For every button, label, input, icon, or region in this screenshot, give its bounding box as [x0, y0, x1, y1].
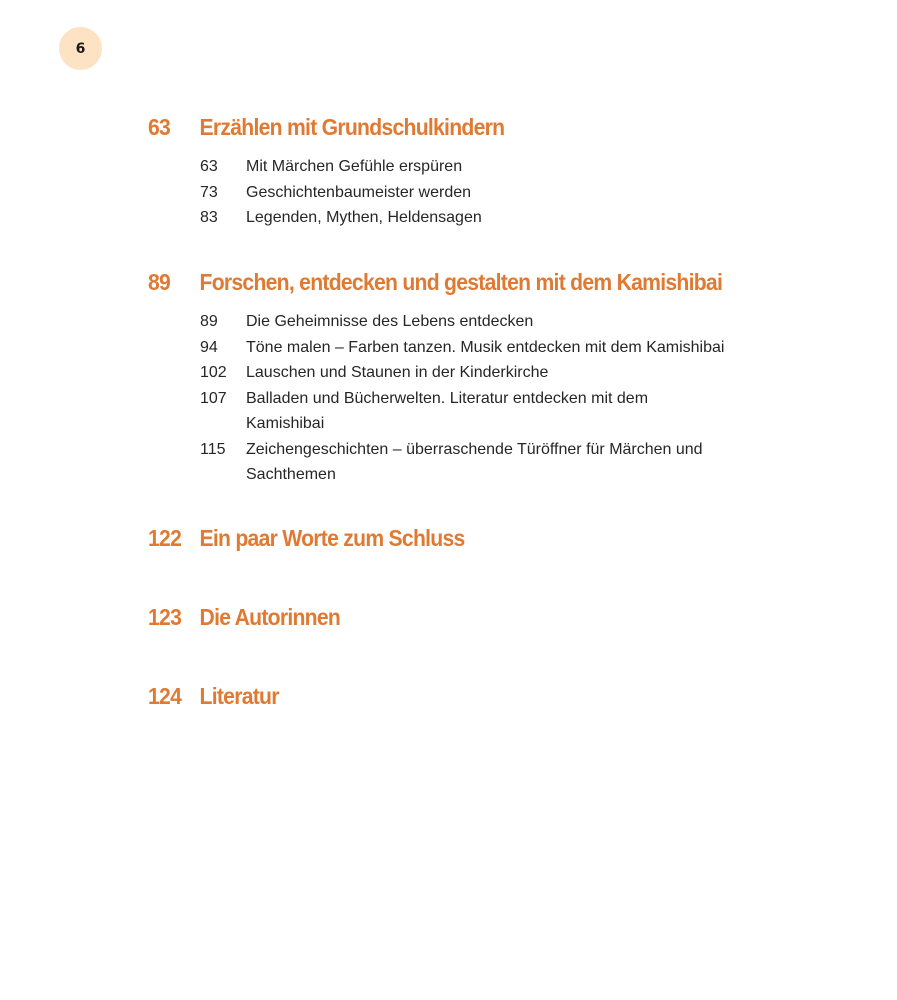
entry-page-number: 73: [200, 183, 218, 201]
entry-title: Balladen und Bücherwelten. Literatur entdecken mit dem Kamishibai: [246, 389, 649, 432]
entry-page-number: 94: [200, 338, 218, 356]
page-number-badge: 6: [59, 27, 102, 70]
toc-entry[interactable]: [200, 180, 800, 206]
toc-section-heading[interactable]: [148, 604, 340, 631]
entry-page-number: 115: [200, 440, 226, 458]
entry-title: Lauschen und Staunen in der Kinderkirche: [246, 364, 549, 381]
entry-title: Töne malen – Farben tanzen. Musik entdecken mit dem Kamishibai: [246, 338, 725, 356]
section-page-number: 89: [148, 269, 171, 295]
toc-section-heading[interactable]: [148, 525, 465, 552]
entry-title: Legenden, Mythen, Heldensagen: [246, 209, 482, 226]
entry-page-number: 89: [200, 313, 218, 330]
toc-entry-list: [200, 154, 800, 231]
section-page-number: 122: [148, 525, 182, 551]
toc-section-heading[interactable]: [148, 114, 504, 141]
section-page-number: 124: [148, 683, 182, 709]
toc-entry[interactable]: [200, 154, 800, 180]
toc-entry[interactable]: [200, 335, 800, 361]
toc-section-heading[interactable]: [148, 683, 279, 710]
entry-page-number: 107: [200, 389, 227, 407]
entry-page-number: 63: [200, 158, 218, 175]
toc-entry-list: [200, 309, 800, 488]
entry-title: Die Geheimnisse des Lebens entdecken: [246, 313, 534, 330]
toc-entry[interactable]: [200, 309, 800, 335]
toc-section-heading[interactable]: [148, 269, 722, 296]
toc-entry[interactable]: [200, 205, 800, 231]
section-title: Die Autorinnen: [199, 604, 341, 630]
entry-title: Geschichtenbaumeister werden: [246, 183, 472, 201]
section-title: Erzählen mit Grundschulkindern: [199, 114, 505, 140]
entry-page-number: 83: [200, 209, 218, 226]
section-title: Forschen, entdecken und gestalten mit dem Kamishibai: [199, 269, 723, 295]
entry-title: Zeichengeschichten – überraschende Türöffner für Märchen und Sachthemen: [246, 440, 703, 483]
toc-entry[interactable]: [200, 360, 800, 386]
section-page-number: 123: [148, 604, 182, 630]
section-title: Literatur: [199, 683, 279, 709]
entry-page-number: 102: [200, 364, 227, 381]
toc-entry[interactable]: [200, 386, 800, 437]
entry-title: Mit Märchen Gefühle erspüren: [246, 158, 463, 175]
section-title: Ein paar Worte zum Schluss: [199, 525, 465, 551]
section-page-number: 63: [148, 114, 171, 140]
toc-entry[interactable]: [200, 437, 800, 488]
